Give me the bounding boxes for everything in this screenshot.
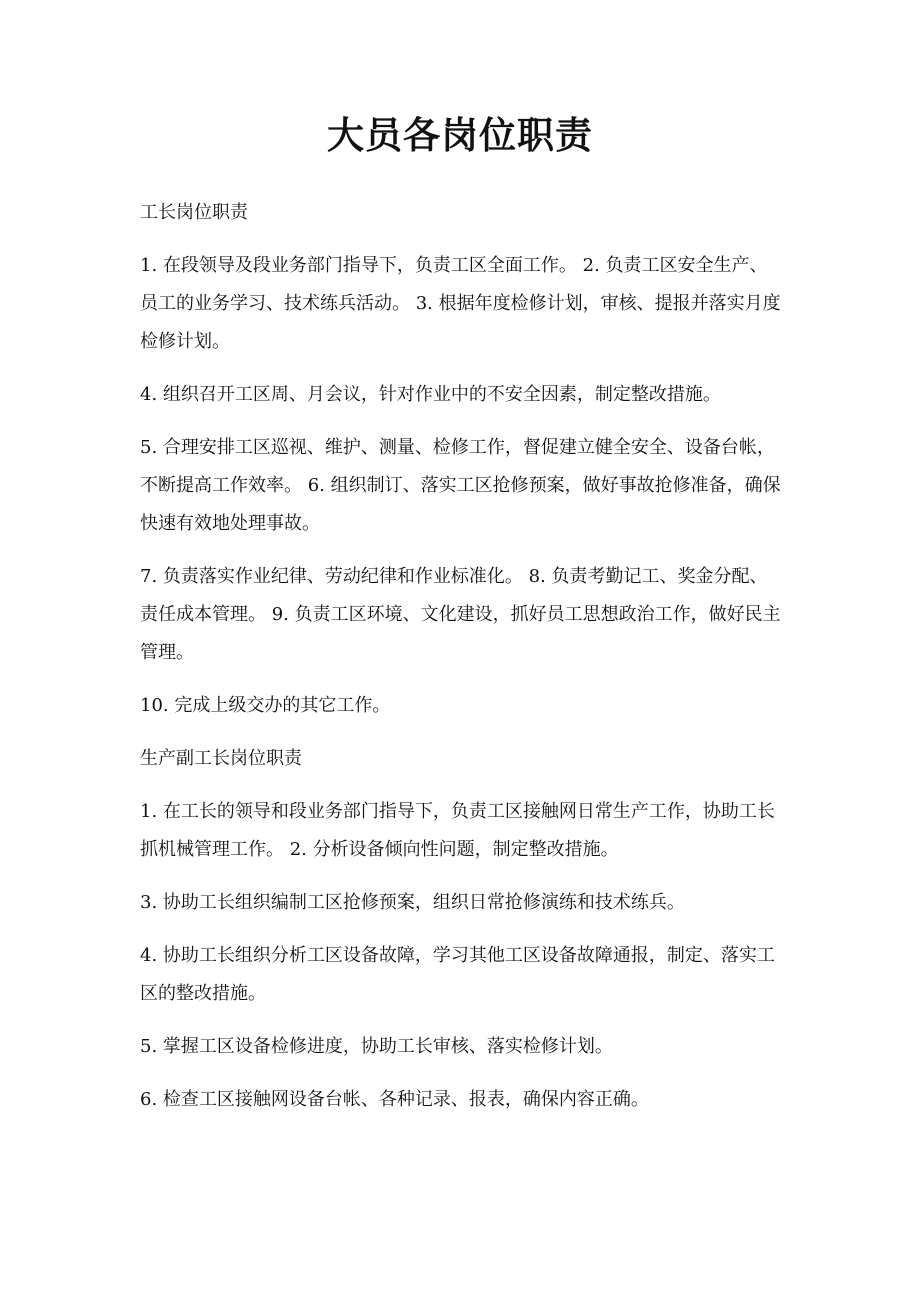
section-heading: 工长岗位职责	[140, 202, 248, 223]
paragraph: 7. 负责落实作业纪律、劳动纪律和作业标准化。 8. 负责考勤记工、奖金分配、责任成本管理。 9. 负责工区环境、文化建设，抓好员工思想政治工作，做好民主管理。	[140, 566, 781, 663]
paragraph: 4. 组织召开工区周、月会议，针对作业中的不安全因素，制定整改措施。	[140, 384, 721, 405]
paragraph: 6. 检查工区接触网设备台帐、各种记录、报表，确保内容正确。	[140, 1089, 649, 1110]
paragraph: 3. 协助工长组织编制工区抢修预案，组织日常抢修演练和技术练兵。	[140, 892, 685, 913]
paragraph: 1. 在工长的领导和段业务部门指导下，负责工区接触网日常生产工作，协助工长抓机械管理工作。 2. 分析设备倾向性问题，制定整改措施。	[140, 801, 775, 860]
paragraph: 5. 合理安排工区巡视、维护、测量、检修工作，督促建立健全安全、设备台帐，不断提高工作效率。 6. 组织制订、落实工区抢修预案，做好事故抢修准备，确保快速有效地处理事故。	[140, 437, 781, 534]
paragraph: 4. 协助工长组织分析工区设备故障，学习其他工区设备故障通报，制定、落实工区的整改措施。	[140, 945, 775, 1004]
section-heading: 生产副工长岗位职责	[140, 748, 302, 769]
document-body	[140, 194, 782, 1134]
paragraph: 10. 完成上级交办的其它工作。	[140, 695, 391, 716]
document-title: 大员各岗位职责	[327, 114, 593, 157]
paragraph: 5. 掌握工区设备检修进度，协助工长审核、落实检修计划。	[140, 1036, 613, 1057]
paragraph: 1. 在段领导及段业务部门指导下，负责工区全面工作。 2. 负责工区安全生产、员工的业务学习、技术练兵活动。 3. 根据年度检修计划，审核、提报并落实月度检修计划。	[140, 255, 781, 352]
